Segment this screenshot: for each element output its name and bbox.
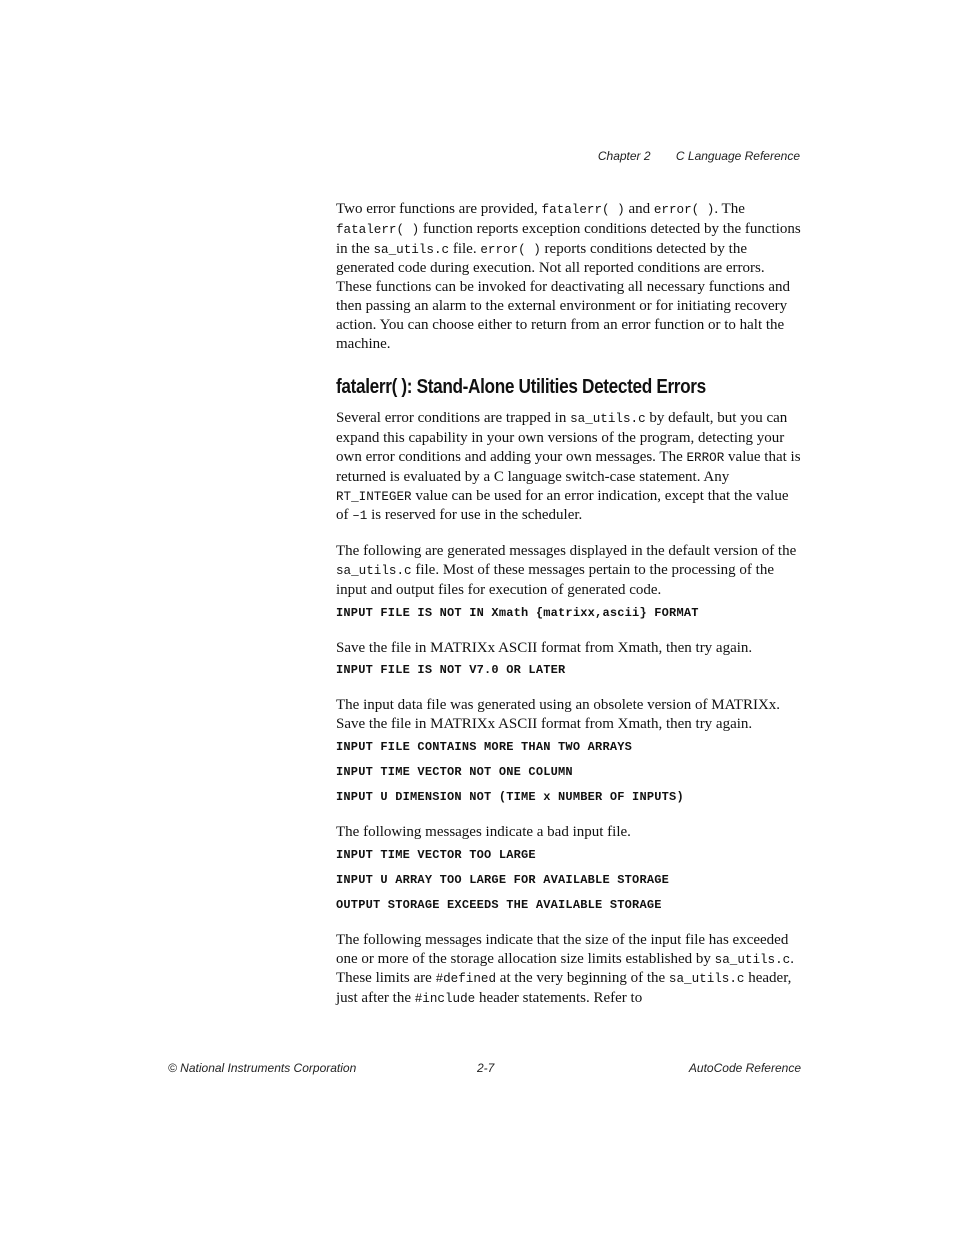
- text-run: is reserved for use in the scheduler.: [367, 507, 583, 524]
- error-message: INPUT U DIMENSION NOT (TIME x NUMBER OF INPUTS): [336, 789, 684, 804]
- paragraph-bad-input: The following messages indicate a bad input file.: [336, 823, 631, 840]
- paragraph-save-ascii: Save the file in MATRIXx ASCII format from Xmath, then try again.: [336, 639, 753, 656]
- text-run: The following messages indicate that the size of the input file has exceeded one or more of the storage allocation size limits established by: [336, 931, 789, 967]
- text-run: The following are generated messages displayed in the default version of the: [336, 543, 797, 560]
- code-sa-utils: sa_utils.c: [570, 412, 646, 427]
- error-message: INPUT TIME VECTOR NOT ONE COLUMN: [336, 764, 573, 779]
- code-include: #include: [414, 992, 476, 1007]
- header-title: C Language Reference: [675, 149, 800, 163]
- footer-book-title: AutoCode Reference: [688, 1061, 801, 1075]
- text-run: Two error functions are provided,: [336, 201, 542, 217]
- code-sa-utils: sa_utils.c: [668, 972, 745, 987]
- error-message: INPUT TIME VECTOR TOO LARGE: [336, 847, 536, 862]
- text-run: file.: [449, 240, 481, 257]
- code-fatalerr: fatalerr( ): [336, 222, 420, 237]
- text-run: and: [624, 201, 654, 217]
- paragraph-obsolete-version: The input data file was generated using an obsolete version of MATRIXx. Save the file in MATRIXx ASCII format from Xmath, then try again.: [336, 697, 781, 733]
- text-run: by default, but you can expand this capability in your own versions of the program, detecting your own error conditions and adding your own messages. The: [336, 410, 788, 465]
- code-rt-integer: RT_INTEGER: [336, 489, 412, 504]
- running-header: [598, 149, 800, 163]
- error-message: INPUT FILE CONTAINS MORE THAN TWO ARRAYS: [336, 739, 633, 754]
- intro-paragraph: [336, 200, 802, 353]
- code-sa-utils: sa_utils.c: [714, 952, 791, 967]
- paragraph-error-conditions: [336, 409, 802, 526]
- text-run: . The: [714, 201, 745, 217]
- code-fatalerr: fatalerr( ): [541, 203, 625, 217]
- code-error: error( ): [480, 242, 541, 257]
- page-body: [336, 200, 802, 1025]
- text-run: function reports exception conditions detected by the functions in the: [336, 220, 801, 257]
- text-run: . These limits are: [336, 950, 794, 987]
- text-run: reports conditions detected by the generated code during execution. Not all reported conditions are errors. These functions can be invoked for deactivating all necessary functions and then passing an alarm to the external environment or for initiating recovery action. You can choose either to return from an error function or to halt the machine.: [336, 240, 791, 352]
- page-number: 2-7: [477, 1061, 495, 1075]
- code-defined: #defined: [435, 972, 497, 987]
- footer-copyright: © National Instruments Corporation: [168, 1061, 357, 1075]
- code-sa-utils: sa_utils.c: [373, 242, 450, 257]
- text-run: header statements. Refer to: [475, 990, 643, 1007]
- code-error: error( ): [653, 203, 715, 217]
- error-message: INPUT FILE IS NOT IN Xmath {matrixx,ascii} FORMAT: [336, 605, 699, 620]
- text-run: value can be used for an error indication, except that the value of: [336, 487, 789, 524]
- text-run: file. Most of these messages pertain to the processing of the input and output files for execution of generated code.: [336, 561, 774, 598]
- error-message: OUTPUT STORAGE EXCEEDS THE AVAILABLE STORAGE: [336, 897, 662, 912]
- text-run: value that is returned is evaluated by a C language switch-case statement. Any: [336, 448, 801, 485]
- section-heading: fatalerr( ): Stand-Alone Utilities Detected Errors: [336, 376, 706, 399]
- code-minus-one: –1: [352, 509, 368, 524]
- header-chapter: Chapter 2: [597, 149, 651, 163]
- text-run: at the very beginning of the: [496, 970, 669, 987]
- code-sa-utils: sa_utils.c: [336, 563, 412, 578]
- text-run: Several error conditions are trapped in: [336, 410, 571, 427]
- error-message: INPUT U ARRAY TOO LARGE FOR AVAILABLE STORAGE: [336, 872, 670, 887]
- paragraph-storage-limits: [336, 931, 802, 1009]
- error-message: INPUT FILE IS NOT V7.0 OR LATER: [336, 663, 566, 678]
- paragraph-generated-messages: [336, 542, 802, 599]
- code-error-constant: ERROR: [686, 450, 725, 465]
- text-run: header, just after the: [336, 970, 792, 1007]
